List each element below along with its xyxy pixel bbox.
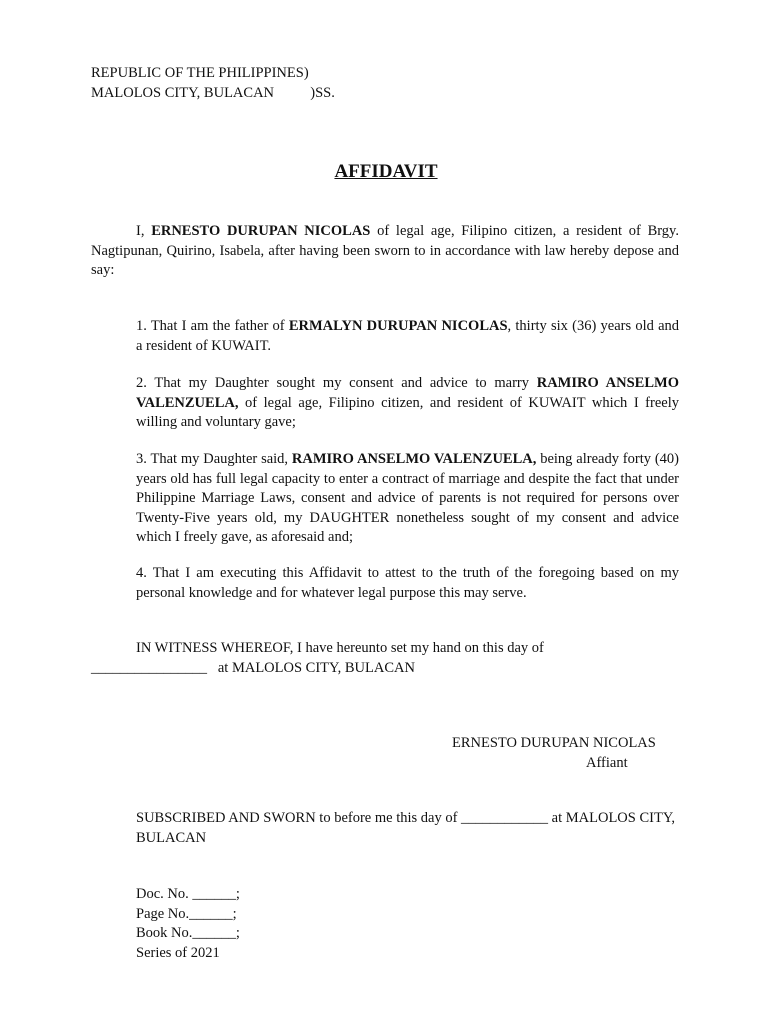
venue-block: [91, 64, 491, 103]
intro-prefix: I,: [136, 223, 152, 239]
page-number: Page No.______;: [136, 905, 237, 922]
intro-text: of legal age, Filipino citizen, a resident of Brgy. Nagtipunan, Quirino, Isabela, after having been sworn to in accordance with law hereby depose and say:: [91, 223, 679, 278]
signer-role: Affiant: [586, 754, 628, 771]
statement-text: of legal age, Filipino citizen, and resident of KUWAIT which I freely willing and voluntary gave;: [136, 394, 679, 430]
doc-number: Doc. No. ______;: [136, 886, 240, 902]
document-title: AFFIDAVIT: [334, 161, 438, 182]
intro-paragraph: [91, 222, 679, 281]
statement-text: 2. That my Daughter sought my consent and advice to marry: [136, 375, 537, 391]
venue-line-city: MALOLOS CITY, BULACAN )SS.: [91, 84, 335, 101]
statement-item-4: [136, 564, 679, 603]
statement-item-1: [136, 317, 679, 356]
series-year: Series of 2021: [136, 944, 220, 961]
witness-clause: [91, 639, 679, 678]
statement-item-2: [136, 374, 679, 433]
witness-line-1: IN WITNESS WHEREOF, I have hereunto set my hand on this day of: [136, 640, 544, 656]
statement-bold-name: RAMIRO ANSELMO VALENZUELA,: [136, 375, 679, 411]
signer-name: ERNESTO DURUPAN NICOLAS: [452, 735, 656, 751]
statement-item-3: [136, 450, 679, 548]
signature-block: [452, 734, 712, 773]
statement-text: being already forty (40) years old has full legal capacity to enter a contract of marriage and despite the fact that under Philippine Marriage Laws, consent and advice of parents is not required for persons over Twenty-Five years old, my DAUGHTER nonetheless sought of my consent and advice which I freely gave, as aforesaid and;: [136, 451, 679, 545]
jurat-clause: SUBSCRIBED AND SWORN to before me this day of ____________ at MALOLOS CITY, BULACAN: [136, 810, 676, 846]
statement-text: 3. That my Daughter said,: [136, 451, 292, 467]
notarial-register: [136, 885, 436, 963]
statement-bold-name: RAMIRO ANSELMO VALENZUELA,: [291, 451, 537, 467]
statement-text: , thirty six (36) years old and a resident of KUWAIT.: [136, 318, 680, 354]
statement-text: 1. That I am the father of: [136, 318, 289, 334]
affiant-name-inline: ERNESTO DURUPAN NICOLAS: [151, 223, 371, 239]
statement-bold-name: ERMALYN DURUPAN NICOLAS: [288, 318, 508, 334]
witness-line-2: ________________ at MALOLOS CITY, BULACAN: [91, 659, 415, 676]
book-number: Book No.______;: [136, 925, 240, 941]
statement-text: 4. That I am executing this Affidavit to attest to the truth of the foregoing based on my personal knowledge and for whatever legal purpose this may serve.: [136, 565, 679, 601]
venue-line-republic: REPUBLIC OF THE PHILIPPINES): [91, 65, 309, 81]
